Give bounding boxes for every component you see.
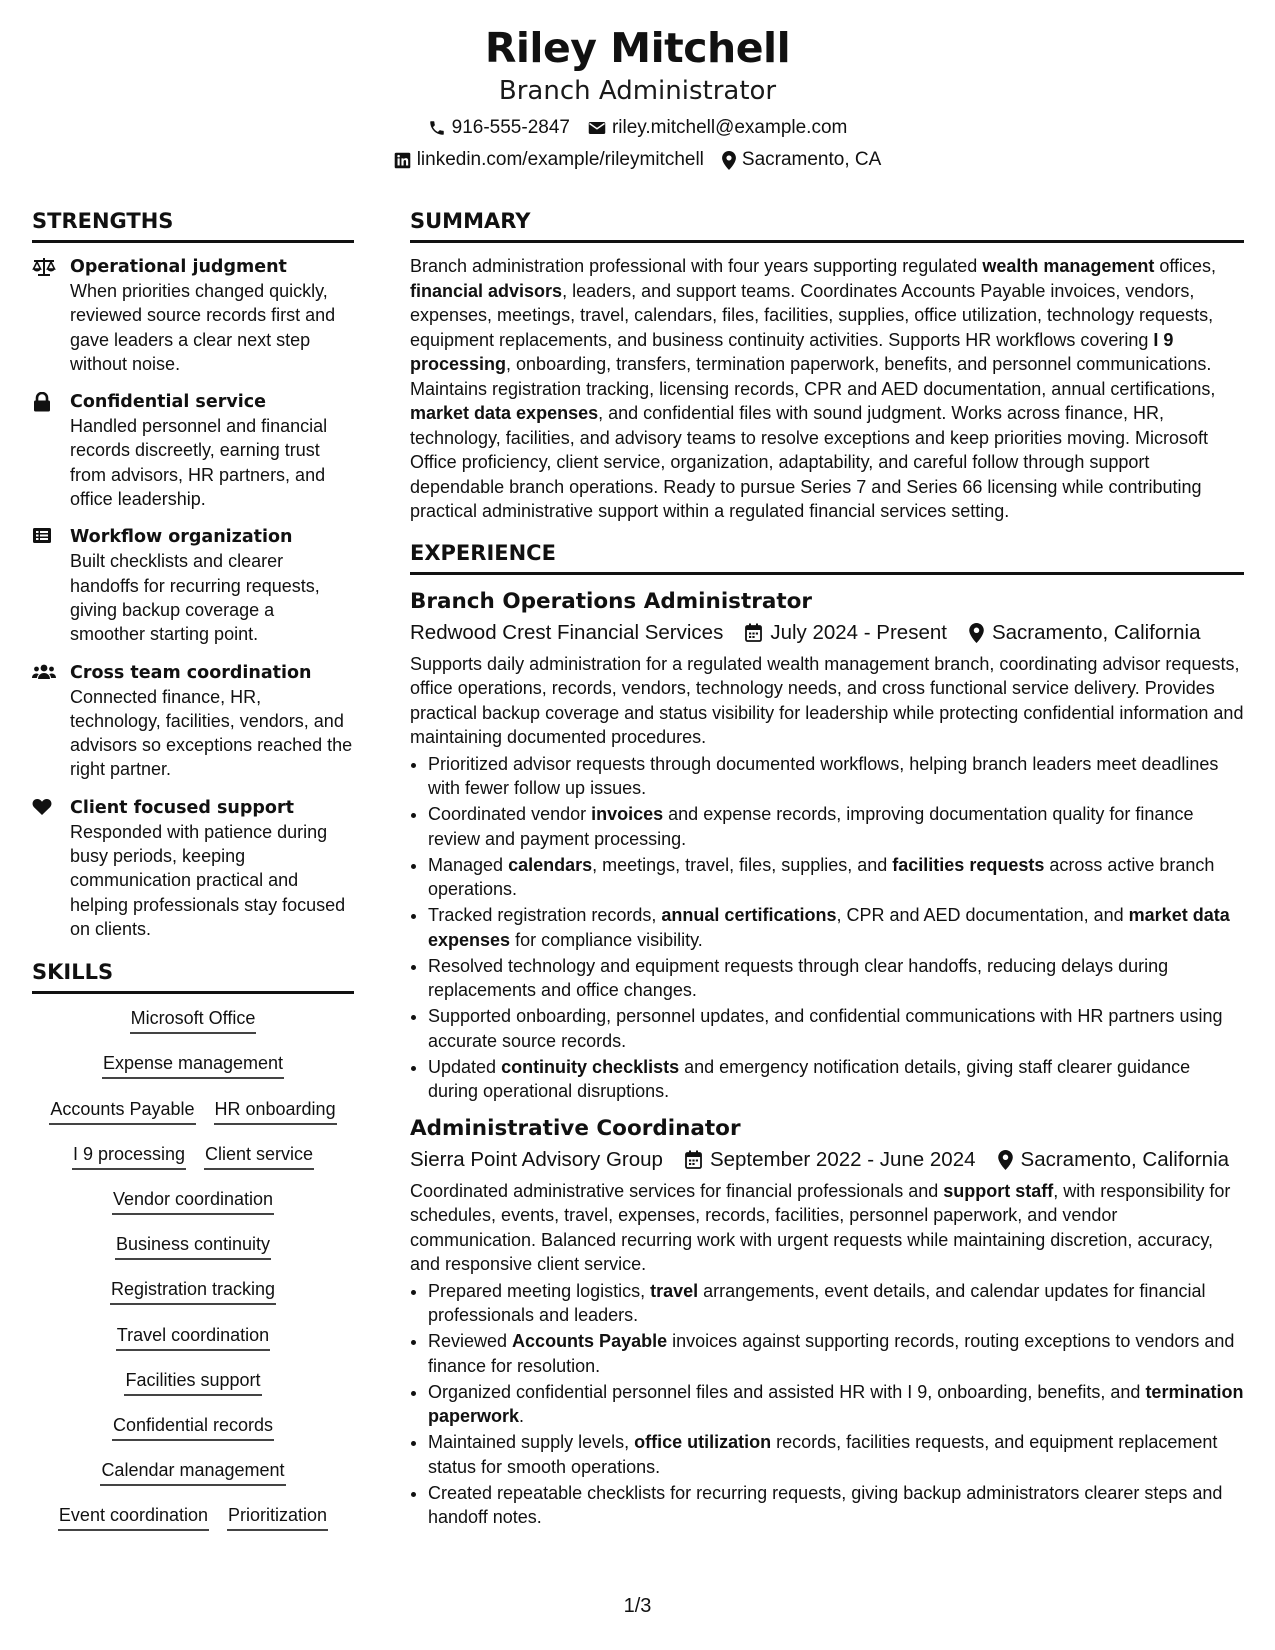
bullet-item	[428, 1329, 1244, 1378]
skill-row	[32, 1006, 354, 1051]
experience-heading: EXPERIENCE	[410, 540, 1244, 575]
text-segment: , with responsibility for schedules, events, travel, expenses, records, facilities, personnel paperwork, and vendor communication. Balanced recurring work with urgent requests while maintaining discretion, accuracy, and responsive client service.	[410, 1180, 1231, 1274]
contact-email[interactable]	[588, 112, 847, 144]
strengths-heading: STRENGTHS	[32, 208, 354, 243]
email-text[interactable]: riley.mitchell@example.com	[611, 117, 848, 138]
text-segment: Supported onboarding, personnel updates, and confidential communications with HR partners using accurate source records.	[428, 1006, 1223, 1051]
bullet-item	[428, 1430, 1244, 1479]
text-segment: for compliance visibility.	[510, 929, 703, 950]
text-segment: and emergency notification details, giving staff clearer guidance during operational disruptions.	[428, 1056, 1191, 1101]
contact-phone	[428, 112, 570, 144]
skill-row	[32, 1368, 354, 1413]
skill-tag: Vendor coordination	[112, 1187, 274, 1215]
map-pin-icon	[998, 1150, 1013, 1170]
linkedin-text[interactable]: linkedin.com/example/rileymitchell	[416, 149, 704, 170]
text-segment: Prepared meeting logistics,	[428, 1280, 651, 1301]
emphasis-text: office utilization	[634, 1432, 772, 1452]
job-entry	[410, 1114, 1244, 1530]
skill-row	[32, 1503, 354, 1548]
skill-tag: Event coordination	[58, 1503, 209, 1531]
job-location: Sacramento, California	[1020, 1147, 1230, 1171]
emphasis-text: I 9 processing	[410, 329, 1174, 374]
job-location: Sacramento, California	[991, 620, 1201, 644]
skill-row	[32, 1323, 354, 1368]
job-entry	[410, 587, 1244, 1104]
bullet-item	[428, 1380, 1244, 1429]
contact-location	[722, 144, 881, 176]
skill-tag: Expense management	[102, 1051, 284, 1079]
skill-tag: Registration tracking	[110, 1277, 276, 1305]
bullet-item	[428, 853, 1244, 902]
emphasis-text: annual certifications	[661, 905, 837, 925]
text-segment: offices,	[1154, 256, 1217, 276]
emphasis-text: market data expenses	[428, 905, 1230, 950]
bullet-item	[428, 1279, 1244, 1328]
skill-tag: Travel coordination	[116, 1323, 270, 1351]
text-segment: across active branch operations.	[428, 854, 1215, 899]
skills-list	[32, 1006, 354, 1548]
strength-title: Cross team coordination	[70, 662, 312, 683]
strength-item	[32, 525, 354, 646]
summary-text	[410, 254, 1244, 524]
skill-tag: I 9 processing	[72, 1142, 186, 1170]
candidate-role: Branch Administrator	[498, 76, 777, 106]
text-segment: arrangements, event details, and calendar updates for financial professionals and leaders.	[428, 1280, 1206, 1325]
skill-row	[32, 1142, 354, 1187]
bullet-item	[428, 752, 1244, 801]
bullet-item	[428, 1481, 1244, 1530]
skills-heading: SKILLS	[32, 959, 354, 994]
text-segment: invoices against supporting records, routing exceptions to vendors and finance for resolution.	[428, 1331, 1235, 1376]
resume-header	[0, 22, 1275, 176]
strength-desc: Handled personnel and financial records discreetly, earning trust from advisors, HR partners, and office leadership.	[70, 416, 328, 510]
emphasis-text: financial advisors	[410, 280, 563, 301]
contact-row-2	[0, 144, 1275, 176]
strength-item	[32, 661, 354, 782]
skill-tag: Accounts Payable	[49, 1097, 195, 1125]
strength-desc: Responded with patience during busy periods, keeping communication practical and helping professionals stay focused on clients.	[70, 821, 346, 939]
experience-list	[410, 587, 1244, 1530]
text-segment: Organized confidential personnel files and assisted HR with I 9, onboarding, benefits, and	[428, 1381, 1146, 1402]
contact-linkedin[interactable]	[394, 144, 704, 176]
skill-tag: Prioritization	[227, 1503, 328, 1531]
calendar-icon	[745, 623, 762, 642]
right-column	[410, 208, 1244, 1531]
bullet-item	[428, 802, 1244, 851]
bullet-item	[428, 1055, 1244, 1104]
text-segment: Branch administration professional with four years supporting regulated	[410, 256, 983, 276]
text-segment: Reviewed	[428, 1331, 513, 1351]
text-segment: , meetings, travel, files, supplies, and	[592, 854, 893, 875]
map-pin-icon	[722, 151, 736, 170]
skill-row	[32, 1232, 354, 1277]
text-segment: Managed	[428, 854, 509, 875]
strength-title: Confidential service	[70, 392, 266, 413]
left-column	[32, 208, 354, 1548]
phone-icon	[428, 119, 446, 137]
bullet-item	[428, 1004, 1244, 1053]
skill-tag: Client service	[204, 1142, 314, 1170]
emphasis-text: termination paperwork	[428, 1381, 1244, 1426]
job-bullets	[410, 1279, 1244, 1530]
strength-desc: Connected finance, HR, technology, facilities, vendors, and advisors so exceptions reached the right partner.	[70, 686, 353, 780]
job-bullets	[410, 752, 1244, 1104]
text-segment: Supports daily administration for a regulated wealth management branch, coordinating advisor requests, office operations, records, vendors, technology needs, and cross functional service delivery. Provides practical backup coverage and status visibility for leadership while protecting confidential information and maintaining documented procedures.	[410, 653, 1244, 747]
skill-row	[32, 1413, 354, 1458]
users-icon	[32, 661, 56, 782]
text-segment: , leaders, and support teams. Coordinates Accounts Payable invoices, vendors, expenses, meetings, travel, calendars, files, facilities, supplies, office utilization, technology requests, equipment replacements, and business continuity activities. Supports HR workflows covering	[410, 280, 1214, 350]
text-segment: and expense records, improving documentation quality for finance review and payment processing.	[428, 804, 1194, 849]
location-text: Sacramento, CA	[741, 149, 882, 170]
list-icon	[32, 525, 56, 646]
calendar-icon	[685, 1150, 702, 1169]
text-segment: Prioritized advisor requests through documented workflows, helping branch leaders meet deadlines with fewer follow up issues.	[428, 753, 1219, 798]
skill-row	[32, 1187, 354, 1232]
skill-tag: HR onboarding	[214, 1097, 337, 1125]
text-segment: , CPR and AED documentation, and	[836, 905, 1129, 925]
bullet-item	[428, 954, 1244, 1003]
skill-tag: Calendar management	[100, 1458, 285, 1486]
skill-row	[32, 1051, 354, 1096]
candidate-name: Riley Mitchell	[484, 24, 791, 72]
phone-text: 916-555-2847	[451, 117, 570, 138]
summary-heading: SUMMARY	[410, 208, 1244, 243]
text-segment: Created repeatable checklists for recurring requests, giving backup administrators clearer steps and handoff notes.	[428, 1482, 1223, 1527]
skill-tag: Facilities support	[124, 1368, 261, 1396]
job-description	[410, 1179, 1244, 1277]
skill-row	[32, 1097, 354, 1142]
job-dates: September 2022 - June 2024	[709, 1147, 976, 1171]
emphasis-text: support staff	[943, 1180, 1054, 1201]
strength-title: Operational judgment	[70, 257, 287, 277]
text-segment: records, facilities requests, and equipment replacement status for smooth operations.	[428, 1432, 1218, 1477]
text-segment: Coordinated vendor	[428, 804, 592, 824]
job-meta	[410, 1144, 1244, 1176]
text-segment: Tracked registration records,	[428, 905, 662, 925]
skill-tag: Confidential records	[112, 1413, 274, 1441]
text-segment: Resolved technology and equipment requests through clear handoffs, reducing delays during replacements and office changes.	[428, 955, 1169, 1000]
emphasis-text: facilities requests	[892, 854, 1045, 875]
job-title: Branch Operations Administrator	[410, 588, 813, 614]
strength-title: Workflow organization	[70, 527, 293, 548]
text-segment: Updated	[428, 1056, 502, 1077]
contact-row-1	[0, 112, 1275, 144]
strength-item	[32, 390, 354, 511]
emphasis-text: wealth management	[982, 256, 1155, 276]
emphasis-text: calendars	[508, 854, 593, 875]
envelope-icon	[588, 120, 606, 136]
emphasis-text: invoices	[591, 804, 664, 824]
scale-icon	[32, 255, 56, 376]
strength-item	[32, 255, 354, 376]
lock-icon	[32, 390, 56, 511]
text-segment: , onboarding, transfers, termination paperwork, benefits, and personnel communications. Maintains registration tracking, licensing records, CPR and AED documentation, annual certifications,	[410, 354, 1216, 399]
job-description	[410, 652, 1244, 750]
strength-desc: Built checklists and clearer handoffs for recurring requests, giving backup coverage a smoother starting point.	[70, 551, 320, 645]
map-pin-icon	[969, 623, 984, 643]
linkedin-icon	[394, 152, 411, 169]
job-meta	[410, 617, 1244, 649]
job-company: Redwood Crest Financial Services	[410, 620, 724, 644]
job-company: Sierra Point Advisory Group	[410, 1147, 663, 1171]
emphasis-text: market data expenses	[410, 403, 599, 423]
text-segment: .	[519, 1406, 525, 1426]
text-segment: , and confidential files with sound judgment. Works across finance, HR, technology, facilities, and advisory teams to resolve exceptions and keep priorities moving. Microsoft Office proficiency, client service, organization, adaptability, and careful follow through support dependable branch operations. Ready to pursue Series 7 and Series 66 licensing while contributing practical administrative support within a regulated financial services setting.	[410, 403, 1209, 521]
emphasis-text: continuity checklists	[501, 1056, 680, 1077]
skill-tag: Business continuity	[115, 1232, 271, 1260]
job-title: Administrative Coordinator	[410, 1115, 741, 1141]
text-segment: Maintained supply levels,	[428, 1432, 635, 1452]
skill-row	[32, 1277, 354, 1322]
page-number: 1/3	[623, 1595, 652, 1617]
strength-desc: When priorities changed quickly, reviewed source records first and gave leaders a clear next step without noise.	[70, 281, 336, 374]
skill-tag: Microsoft Office	[130, 1006, 257, 1034]
skill-row	[32, 1458, 354, 1503]
bullet-item	[428, 903, 1244, 952]
job-dates: July 2024 - Present	[770, 620, 947, 644]
heart-icon	[32, 796, 56, 941]
emphasis-text: Accounts Payable	[512, 1331, 668, 1351]
emphasis-text: travel	[650, 1280, 699, 1301]
strength-item	[32, 796, 354, 941]
strength-title: Client focused support	[70, 797, 294, 818]
text-segment: Coordinated administrative services for financial professionals and	[410, 1180, 944, 1201]
